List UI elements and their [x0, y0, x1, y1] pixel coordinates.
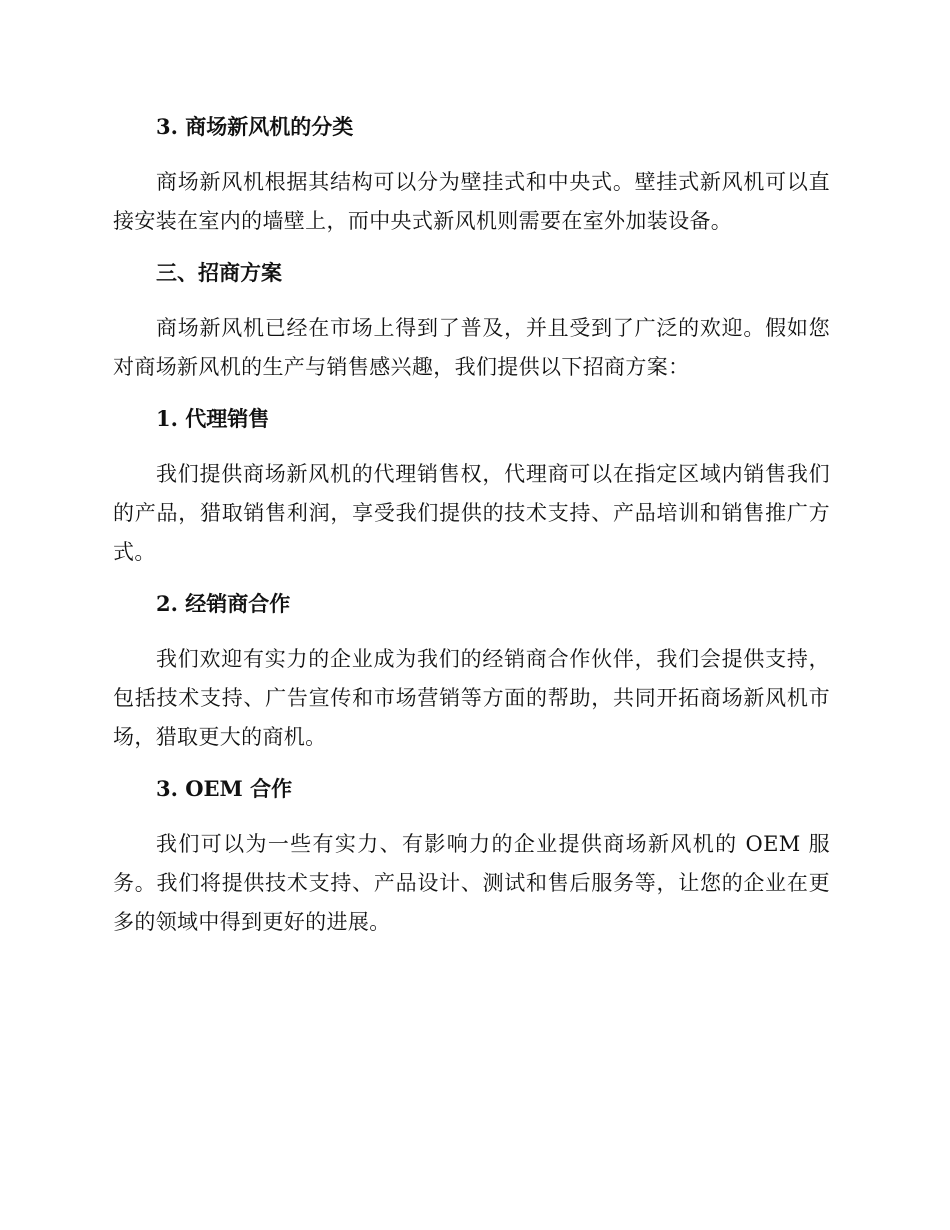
- paragraph-agency-sales: 我们提供商场新风机的代理销售权，代理商可以在指定区域内销售我们的产品，猎取销售利润，享受我们提供的技术支持、产品培训和销售推广方式。: [113, 462, 830, 564]
- paragraph-classification: 商场新风机根据其结构可以分为壁挂式和中央式。壁挂式新风机可以直接安装在室内的墙壁上，而中央式新风机则需要在室外加装设备。: [113, 170, 830, 233]
- section-heading-agency-sales: 1. 代理销售: [156, 406, 270, 431]
- section-heading-distributor: 2. 经销商合作: [156, 591, 291, 616]
- paragraph-investment-plan: 商场新风机已经在市场上得到了普及，并且受到了广泛的欢迎。假如您对商场新风机的生产与销售感兴趣，我们提供以下招商方案：: [113, 316, 830, 379]
- paragraph-oem: 我们可以为一些有实力、有影响力的企业提供商场新风机的 OEM 服务。我们将提供技术支持、产品设计、测试和售后服务等，让您的企业在更多的领域中得到更好的进展。: [113, 832, 830, 934]
- section-heading-investment-plan: 三、招商方案: [156, 260, 282, 285]
- section-heading-oem: 3. OEM 合作: [156, 776, 293, 801]
- paragraph-distributor: 我们欢迎有实力的企业成为我们的经销商合作伙伴，我们会提供支持，包括技术支持、广告宣传和市场营销等方面的帮助，共同开拓商场新风机市场，猎取更大的商机。: [113, 647, 830, 749]
- section-heading-classification: 3. 商场新风机的分类: [156, 114, 354, 139]
